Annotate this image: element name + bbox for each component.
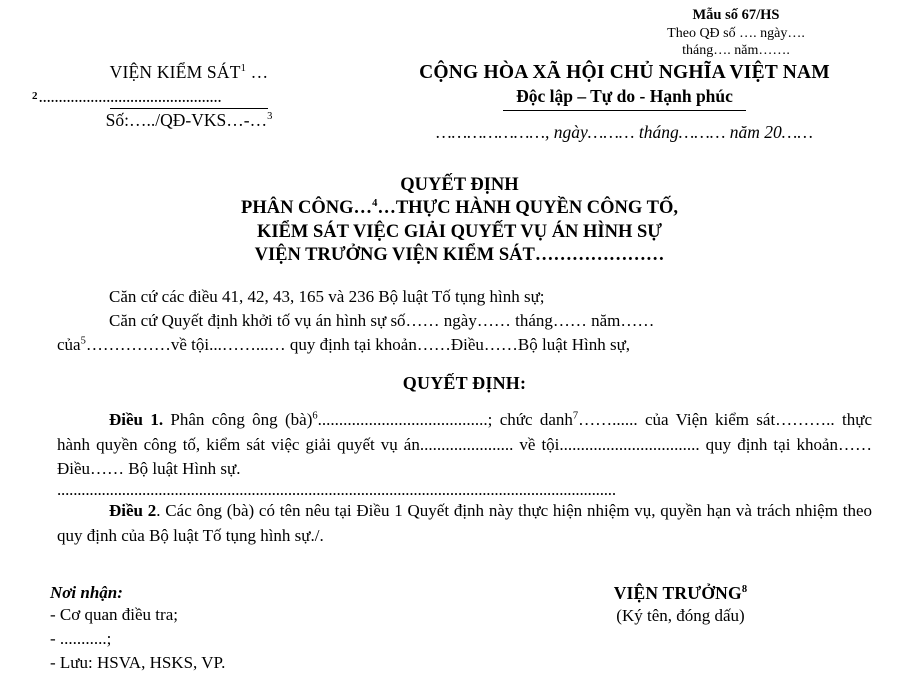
title-line-4: VIỆN TRƯỞNG VIỆN KIỂM SÁT………………… — [254, 245, 665, 266]
article-2 — [57, 499, 872, 547]
article-1-blank-line: .......................................................................................................................................... — [57, 480, 616, 499]
footnote-ref-2: 2 — [32, 90, 38, 102]
spacer-after-heading — [57, 394, 872, 408]
document-title — [0, 174, 919, 268]
footnote-ref-7: 7 — [572, 410, 579, 422]
document-header — [0, 62, 919, 143]
legal-basis-2 — [57, 309, 872, 333]
decision-heading: QUYẾT ĐỊNH: — [402, 373, 527, 394]
place-date-line: …………………, ngày……… tháng……… năm 20…… — [436, 122, 813, 143]
legal-basis-3 — [57, 333, 872, 357]
legal-basis-3b: ……………về tội...……...… quy định tại khoản……Điều……Bộ luật Hình sự, — [85, 335, 631, 355]
signer-title — [520, 583, 841, 604]
document-footer — [0, 583, 919, 675]
title-line-2b: …THỰC HÀNH QUYỀN CÔNG TỐ, — [377, 198, 678, 219]
national-title: CỘNG HÒA XÃ HỘI CHỦ NGHĨA VIỆT NAM — [419, 62, 830, 83]
footnote-ref-5: 5 — [80, 335, 86, 347]
recipient-item: - Cơ quan điều tra; — [50, 605, 178, 624]
document-body — [57, 285, 872, 548]
article-2-text: . Các ông (bà) có tên nêu tại Điều 1 Quyết định này thực hiện nhiệm vụ, quyền hạn và trách nhiệm theo quy định của Bộ luật Tố tụng hình sự./. — [57, 501, 873, 545]
form-code-line3: tháng…. năm……. — [682, 43, 790, 59]
recipients-block — [0, 583, 520, 675]
title-line-2a: PHÂN CÔNG… — [241, 198, 373, 219]
legal-basis-2-text: Căn cứ Quyết định khởi tố vụ án hình sự số…… ngày…… tháng…… năm…… — [109, 311, 655, 331]
motto-rule — [503, 110, 746, 111]
legal-basis-1: Căn cứ các điều 41, 42, 43, 165 và 236 Bộ luật Tố tụng hình sự; — [109, 287, 545, 306]
header-left-rule — [110, 108, 268, 109]
title-line-1: QUYẾT ĐỊNH — [400, 175, 519, 195]
issuing-organization — [18, 62, 360, 83]
form-code-title: Mẫu số 67/HS — [692, 7, 780, 23]
header-right-column — [360, 62, 919, 143]
form-code-block — [611, 6, 861, 60]
article-1-label: Điều 1. — [109, 410, 164, 430]
signature-block — [520, 583, 919, 675]
organization-blank-row — [18, 86, 360, 106]
title-line-3: KIỂM SÁT VIỆC GIẢI QUYẾT VỤ ÁN HÌNH SỰ — [256, 221, 663, 242]
article-1-text-b: ........................................; chức danh — [317, 410, 573, 430]
form-code-line2: Theo QĐ số …. ngày…. — [667, 25, 805, 41]
footnote-ref-4: 4 — [372, 198, 378, 210]
footnote-ref-6: 6 — [312, 410, 318, 422]
legal-basis-3a: của — [57, 335, 81, 355]
recipients-title: Nơi nhận: — [50, 583, 123, 602]
national-motto: Độc lập – Tự do - Hạnh phúc — [516, 86, 733, 106]
article-1-text-c: ……...... của Viện kiểm sát……….. thực hành quyền công tố, kiểm sát việc giải quyết vụ án...................... về tội................................. quy định tại khoản…… Điều…… Bộ luật Hình sự. — [57, 410, 873, 478]
article-1-text-a: Phân công ông (bà) — [163, 410, 313, 430]
title-line-2 — [0, 197, 919, 220]
recipient-item: - Lưu: HSVA, HSKS, VP. — [50, 653, 226, 673]
header-left-column — [0, 62, 360, 131]
signer-instruction: (Ký tên, đóng dấu) — [616, 606, 745, 625]
recipient-item: - ...........; — [50, 629, 112, 649]
document-number — [18, 110, 360, 131]
document-number-text: Số:…../QĐ-VKS…-… — [105, 109, 268, 130]
footnote-ref-3: 3 — [267, 110, 273, 122]
article-1 — [57, 408, 872, 480]
issuing-organization-tail: … — [246, 62, 269, 82]
signer-title-text: VIỆN TRƯỞNG — [613, 583, 742, 603]
article-2-label: Điều 2 — [109, 501, 157, 521]
organization-blank-dots: .............................................. — [38, 86, 222, 106]
footnote-ref-1: 1 — [240, 63, 247, 75]
footnote-ref-8: 8 — [741, 584, 748, 596]
issuing-organization-label: VIỆN KIỂM SÁT — [109, 62, 241, 82]
